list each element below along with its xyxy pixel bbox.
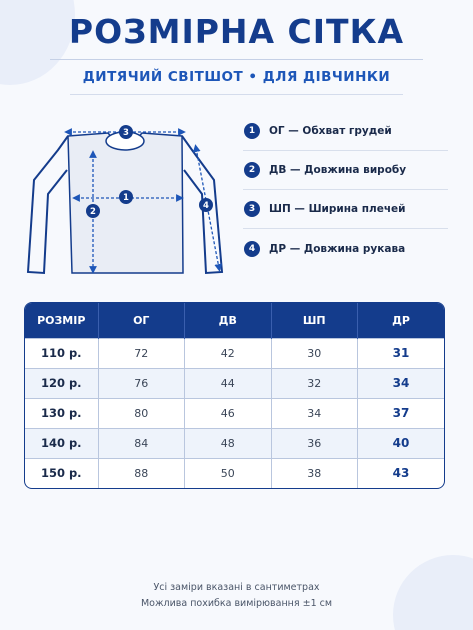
marker-1 (119, 190, 133, 204)
cell-chest: 88 (98, 458, 185, 488)
table-row (25, 338, 444, 368)
header-length: ДВ (185, 303, 272, 338)
cell-shoulders: 34 (271, 398, 358, 428)
cell-size: 120 р. (25, 368, 98, 398)
legend-badge: 2 (244, 162, 260, 178)
subtitle-divider (70, 94, 403, 95)
cell-length: 44 (185, 368, 272, 398)
cell-chest: 84 (98, 428, 185, 458)
footer-note-units: Усі заміри вказані в сантиметрах (153, 582, 320, 593)
legend-label: ДВ — Довжина виробу (269, 164, 407, 176)
sweatshirt-diagram (20, 110, 230, 285)
cell-size: 130 р. (25, 398, 98, 428)
marker-2 (86, 204, 100, 218)
footer-note-tolerance: Можлива похибка вимірювання ±1 см (140, 598, 333, 609)
legend-badge: 3 (244, 201, 260, 217)
sweatshirt-left-sleeve (28, 136, 68, 273)
cell-size: 150 р. (25, 458, 98, 488)
cell-length: 46 (185, 398, 272, 428)
header-shoulders: ШП (271, 303, 358, 338)
marker-3 (119, 125, 133, 139)
table-row (25, 428, 444, 458)
cell-chest: 80 (98, 398, 185, 428)
cell-size: 110 р. (25, 338, 98, 368)
cell-sleeve: 43 (358, 458, 445, 488)
cell-sleeve: 37 (358, 398, 445, 428)
page-title: РОЗМІРНА СІТКА (68, 12, 405, 51)
cell-shoulders: 32 (271, 368, 358, 398)
svg-text:1: 1 (123, 193, 129, 203)
legend-item-length (243, 151, 448, 190)
svg-text:4: 4 (203, 201, 209, 211)
cell-shoulders: 36 (271, 428, 358, 458)
cell-shoulders: 30 (271, 338, 358, 368)
measurement-legend (243, 112, 448, 268)
header-size: РОЗМІР (25, 303, 98, 338)
legend-badge: 1 (244, 123, 260, 139)
table-row (25, 368, 444, 398)
legend-item-shoulders (243, 190, 448, 229)
legend-label: ШП — Ширина плечей (269, 203, 406, 215)
legend-badge: 4 (244, 241, 260, 257)
cell-length: 42 (185, 338, 272, 368)
marker-4 (199, 198, 213, 212)
title-divider (50, 59, 423, 60)
size-table (24, 302, 445, 489)
svg-text:2: 2 (90, 207, 96, 217)
cell-sleeve: 31 (358, 338, 445, 368)
table-header-row (25, 303, 444, 338)
cell-length: 50 (185, 458, 272, 488)
table-row (25, 458, 444, 488)
legend-item-sleeve (243, 229, 448, 268)
page-subtitle: ДИТЯЧИЙ СВІТШОТ • ДЛЯ ДІВЧИНКИ (82, 69, 391, 85)
cell-sleeve: 40 (358, 428, 445, 458)
legend-item-chest (243, 112, 448, 151)
cell-chest: 76 (98, 368, 185, 398)
cell-shoulders: 38 (271, 458, 358, 488)
header-chest: ОГ (98, 303, 185, 338)
cell-length: 48 (185, 428, 272, 458)
legend-label: ОГ — Обхват грудей (269, 125, 392, 137)
cell-chest: 72 (98, 338, 185, 368)
table-row (25, 398, 444, 428)
header-sleeve: ДР (358, 303, 445, 338)
legend-label: ДР — Довжина рукава (269, 242, 406, 255)
cell-sleeve: 34 (358, 368, 445, 398)
cell-size: 140 р. (25, 428, 98, 458)
svg-text:3: 3 (123, 128, 129, 138)
